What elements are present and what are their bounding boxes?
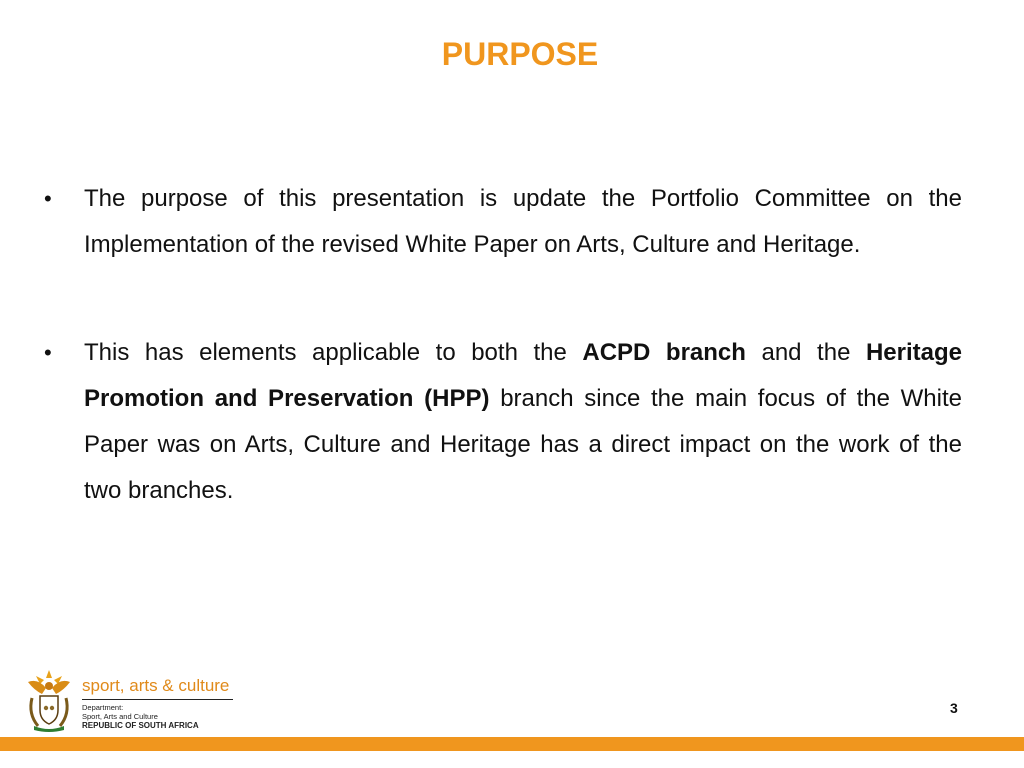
slide-title: PURPOSE — [441, 36, 599, 72]
bullet-list — [0, 176, 1024, 514]
bullet-item-purpose — [44, 176, 962, 268]
bullet-text: The purpose of this presentation is update the Portfolio Committee on the Implementation of the revised White Paper on Arts, Culture and Heritage. — [84, 185, 962, 258]
logo-country: REPUBLIC OF SOUTH AFRICA — [82, 721, 199, 730]
logo-department-label: Department: — [82, 703, 124, 712]
bullet-dot-icon: • — [44, 340, 52, 365]
page-number: 3 — [950, 700, 958, 716]
department-logo — [24, 668, 233, 732]
bullet-text: This has elements applicable to both the — [84, 339, 583, 366]
logo-brand: sport, arts & culture — [82, 676, 233, 700]
logo-department-name: Sport, Arts and Culture — [82, 712, 158, 721]
bullet-text: and the — [745, 339, 866, 366]
bullet-text-bold: Heritage Promotion and Preservation (HPP) — [84, 339, 963, 412]
coat-of-arms-icon — [24, 668, 74, 732]
bullet-item-elements — [44, 330, 963, 514]
bullet-text-bold: ACPD branch — [582, 339, 746, 366]
bullet-text: branch since the main focus of the White Paper was on Arts, Culture and Heritage has a direct impact on the work of the two branches. — [84, 385, 962, 504]
footer-bar — [0, 737, 1024, 751]
logo-text — [82, 676, 233, 730]
bullet-dot-icon: • — [44, 186, 52, 211]
